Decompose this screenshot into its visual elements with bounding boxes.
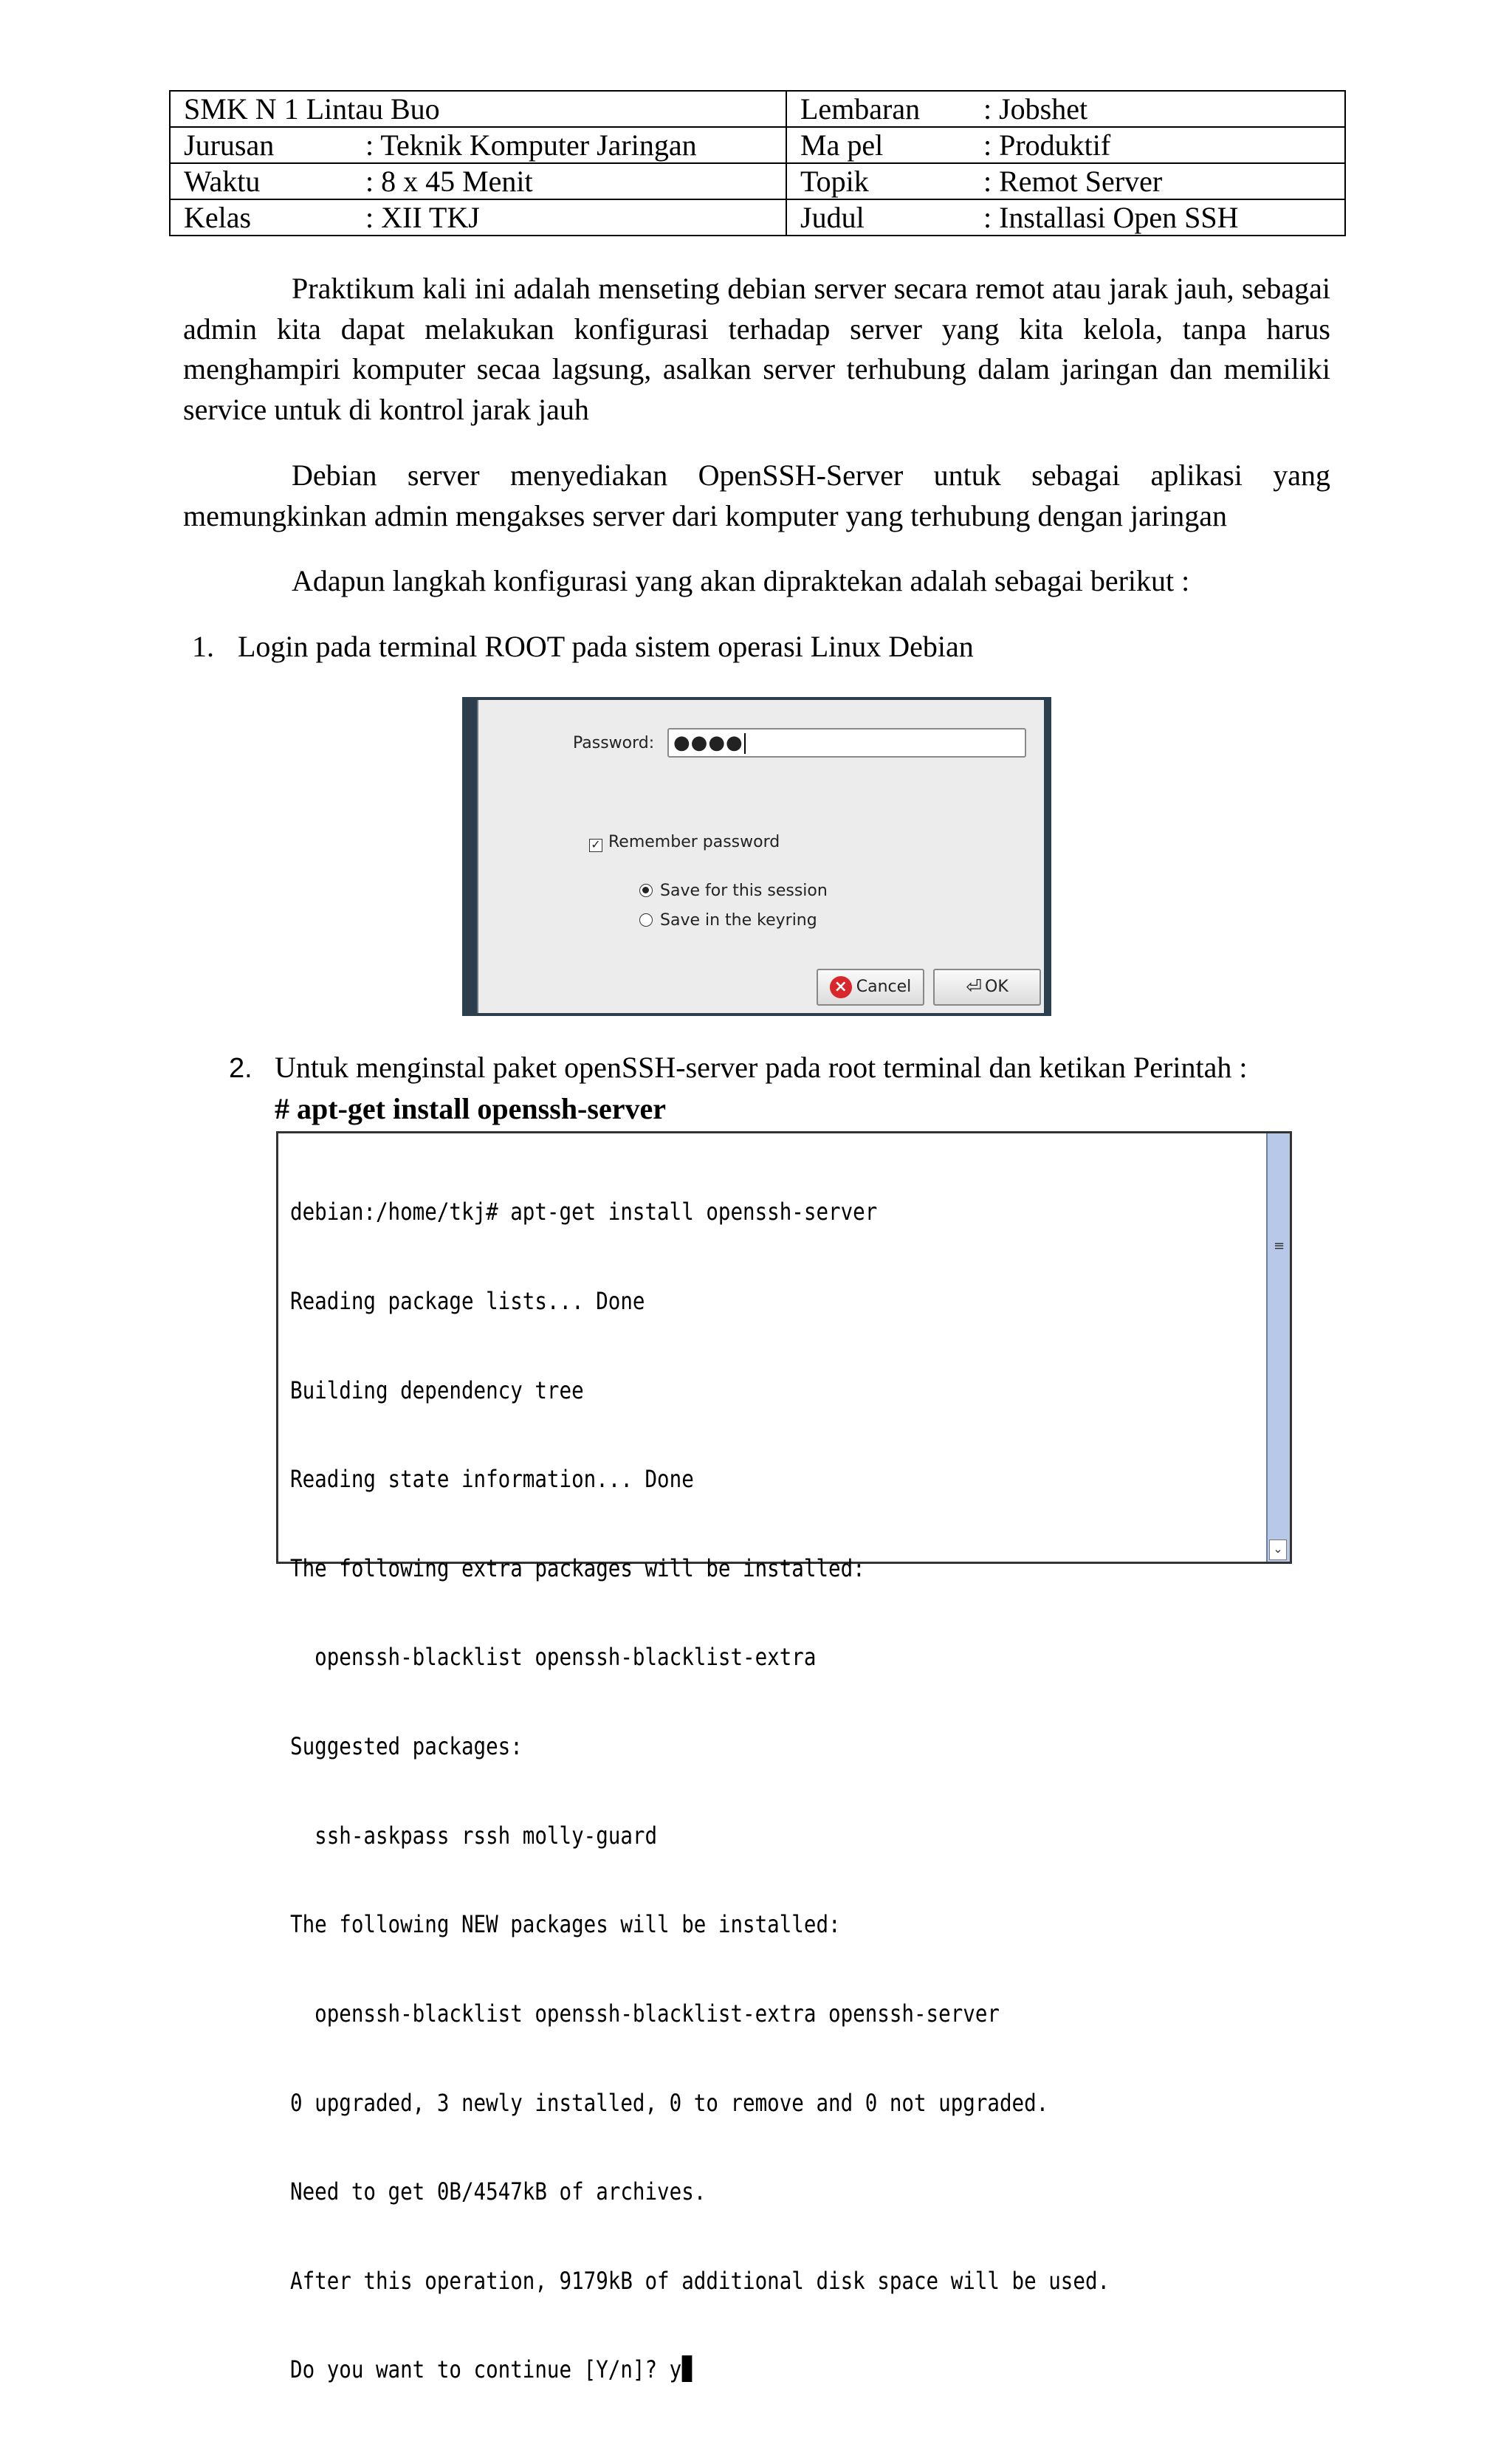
password-input[interactable] (667, 728, 1026, 758)
terminal-line: 0 upgraded, 3 newly installed, 0 to remove and 0 not upgraded. (290, 2088, 1049, 2117)
header-key: Lembaran (800, 92, 921, 126)
terminal-line: The following NEW packages will be installed: (290, 1910, 841, 1939)
step-number: 1. (192, 630, 214, 663)
header-cell (170, 199, 786, 236)
header-value: : Installasi Open SSH (983, 201, 1239, 234)
header-value: : XII TKJ (365, 201, 480, 234)
text-caret (744, 733, 746, 754)
terminal-cursor (681, 2355, 692, 2382)
header-key: Topik (800, 165, 869, 198)
header-table (169, 90, 1346, 236)
terminal-line: debian:/home/tkj# apt-get install openssh-server (290, 1198, 878, 1226)
header-school (170, 91, 786, 127)
header-key: Kelas (184, 201, 252, 234)
terminal-prompt: Do you want to continue [Y/n]? y (290, 2355, 682, 2384)
step-2 (229, 1048, 1247, 1088)
ok-enter-icon: ⏎ (966, 976, 983, 998)
terminal-line: Suggested packages: (290, 1732, 523, 1761)
terminal-screenshot (276, 1131, 1292, 2384)
header-row (170, 127, 1345, 163)
password-dialog (477, 700, 1044, 1013)
remember-password-label: Remember password (608, 833, 780, 851)
header-cell (170, 127, 786, 163)
header-key: Ma pel (800, 128, 884, 162)
radio-selected-icon (639, 884, 653, 897)
terminal-line: Need to get 0B/4547kB of archives. (290, 2177, 707, 2206)
terminal-line: Reading state information... Done (290, 1465, 694, 1494)
terminal-line: Building dependency tree (290, 1376, 584, 1404)
step-number: 2. (229, 1053, 252, 1084)
step-text: Untuk menginstal paket openSSH-server pada root terminal dan ketikan Perintah : (275, 1051, 1248, 1084)
ok-button[interactable] (933, 969, 1041, 1006)
cancel-x-icon: × (830, 976, 852, 998)
header-key: Judul (800, 201, 865, 234)
remember-password-checkbox[interactable] (589, 833, 780, 852)
terminal-line: openssh-blacklist openssh-blacklist-extra (290, 1643, 817, 1672)
radio-save-session[interactable] (639, 882, 828, 900)
terminal-scrollbar[interactable] (1266, 1133, 1290, 1562)
steps-intro-paragraph: Adapun langkah konfigurasi yang akan dipraktekan adalah sebagai berikut : (292, 564, 1190, 597)
scroll-down-arrow-icon[interactable]: ⌄ (1269, 1539, 1287, 1560)
header-value: : 8 x 45 Menit (365, 165, 533, 198)
checkbox-checked-icon: ✓ (589, 839, 602, 852)
terminal-line: openssh-blacklist openssh-blacklist-extra openssh-server (290, 1999, 1000, 2028)
step-1 (192, 627, 974, 667)
header-value: : Jobshet (983, 92, 1088, 126)
header-row (170, 163, 1345, 199)
terminal-line: After this operation, 9179kB of additional disk space will be used. (290, 2266, 1110, 2295)
terminal-output (290, 1138, 1128, 2444)
header-value: : Teknik Komputer Jaringan (365, 128, 697, 162)
header-cell (786, 199, 1345, 236)
header-key: Waktu (184, 165, 261, 198)
header-row (170, 91, 1345, 127)
terminal-line: The following extra packages will be installed: (290, 1554, 865, 1582)
radio-save-keyring[interactable] (639, 911, 817, 930)
header-value: : Remot Server (983, 165, 1163, 198)
radio-save-session-label: Save for this session (660, 882, 828, 900)
intro-paragraph: Praktikum kali ini adalah menseting debian server secara remot atau jarak jauh, sebagai admin kita dapat melakukan konfigurasi terhadap server yang kita kelola, tanpa harus menghampiri komputer secaa lagsung, asalkan server terhubung dalam jaringan dan memiliki service untuk di kontrol jarak jauh (183, 272, 1330, 426)
header-row (170, 199, 1345, 236)
password-dialog-screenshot (462, 697, 1051, 1016)
header-cell (170, 163, 786, 199)
password-label: Password: (573, 734, 655, 752)
header-cell (786, 127, 1345, 163)
command-text: # apt-get install openssh-server (275, 1092, 666, 1125)
radio-unselected-icon (639, 913, 653, 927)
header-cell (786, 91, 1345, 127)
step-text: Login pada terminal ROOT pada sistem operasi Linux Debian (238, 630, 974, 663)
cancel-label: Cancel (856, 978, 912, 996)
header-key: Jurusan (184, 128, 275, 162)
header-value: : Produktif (983, 128, 1111, 162)
header-school-name: SMK N 1 Lintau Buo (184, 92, 440, 126)
ok-label: OK (985, 978, 1008, 996)
terminal-prompt-line[interactable] (290, 2355, 1128, 2384)
scrollbar-grip-icon: ≡ (1274, 1238, 1285, 1254)
openssh-paragraph: Debian server menyediakan OpenSSH-Server untuk sebagai aplikasi yang memungkinkan admin mengakses server dari komputer yang terhubung dengan jaringan (183, 459, 1330, 532)
password-value: ●●●● (673, 732, 743, 754)
header-cell (786, 163, 1345, 199)
terminal-line: ssh-askpass rssh molly-guard (290, 1821, 658, 1850)
cancel-button[interactable] (817, 969, 924, 1006)
radio-save-keyring-label: Save in the keyring (660, 911, 817, 930)
terminal-line: Reading package lists... Done (290, 1287, 645, 1316)
